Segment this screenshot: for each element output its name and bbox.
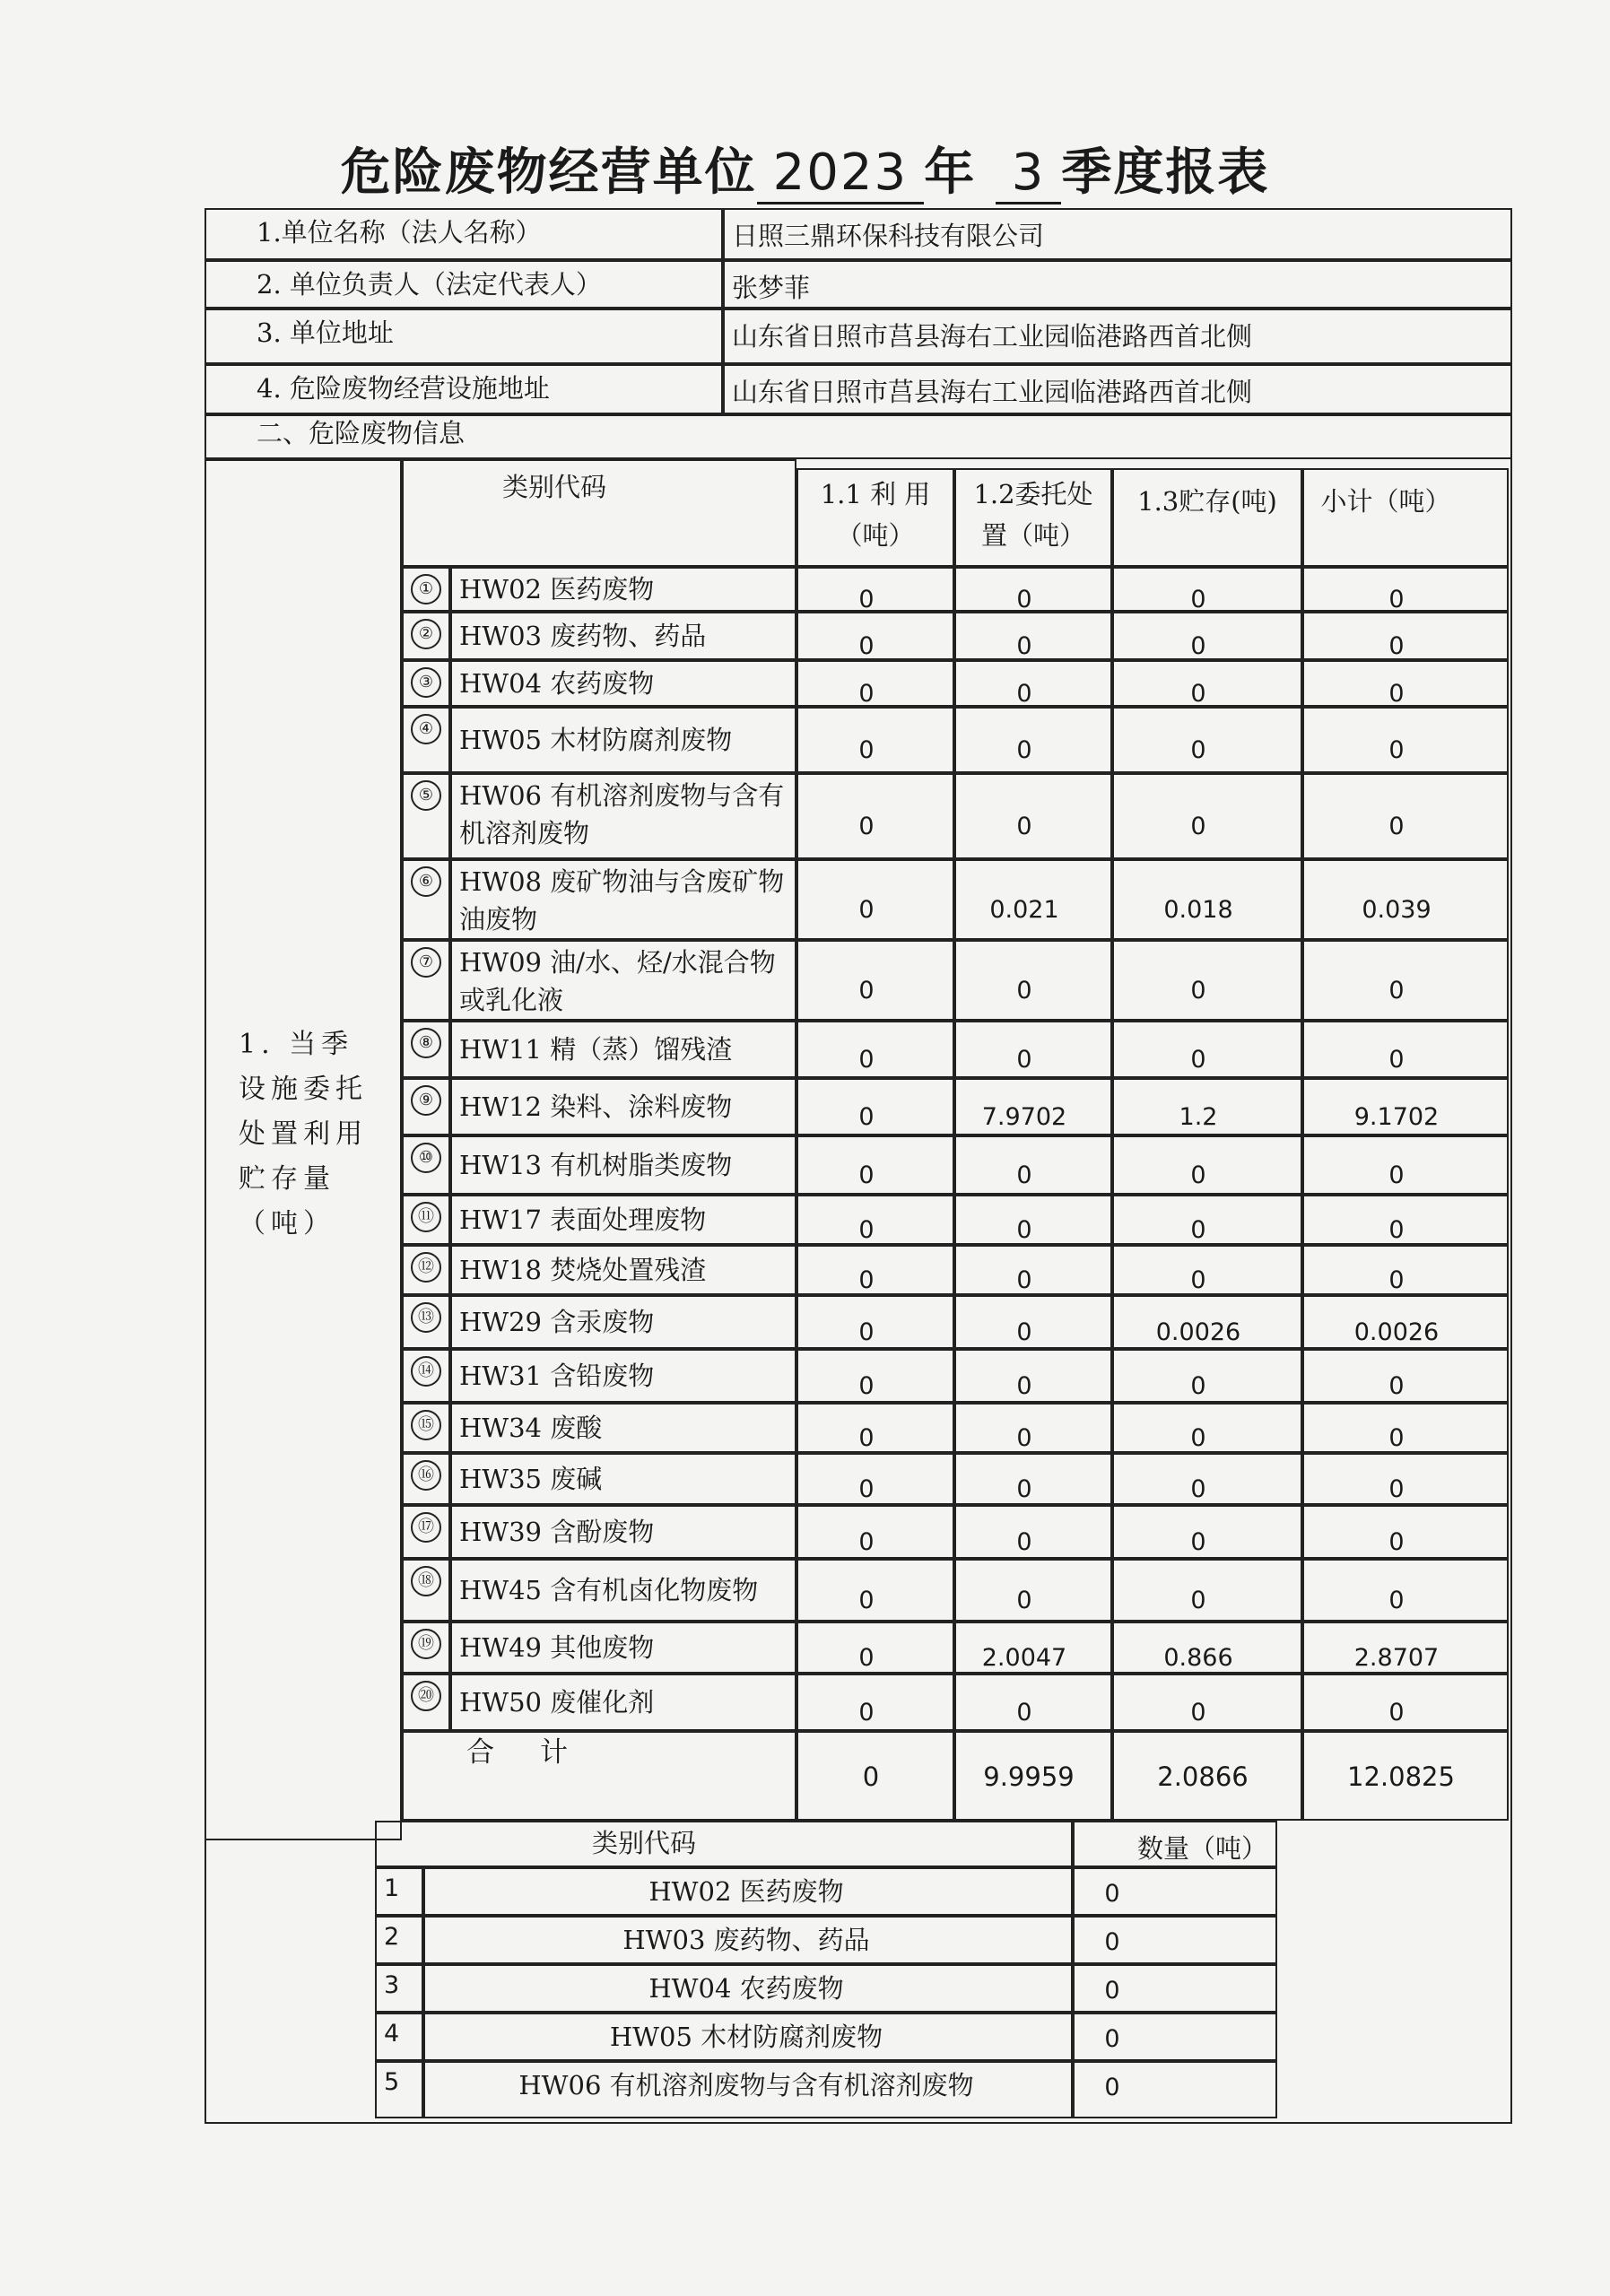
cell-value-store: 0 bbox=[1190, 813, 1206, 840]
header-store: 1.3贮存(吨) bbox=[1137, 486, 1277, 517]
cell-value-subtotal: 0 bbox=[1388, 680, 1405, 708]
cell-value-entrust: 0 bbox=[1016, 977, 1032, 1004]
t2-qty-value: 0 bbox=[1104, 2074, 1120, 2101]
waste-category-name: HW50 废催化剂 bbox=[459, 1687, 655, 1718]
cell-value-use: 0 bbox=[858, 1475, 875, 1503]
cell-value-store: 0 bbox=[1190, 1216, 1206, 1244]
cell-value-subtotal: 0.039 bbox=[1362, 896, 1432, 924]
cell-value-store: 0 bbox=[1190, 1587, 1206, 1614]
waste-category-name: HW18 焚烧处置残渣 bbox=[459, 1255, 707, 1285]
cell-value-subtotal: 0 bbox=[1388, 1424, 1405, 1452]
cell-value-entrust: 0 bbox=[1016, 1528, 1032, 1556]
cell-value-store: 0 bbox=[1190, 977, 1206, 1004]
cell-value-entrust: 2.0047 bbox=[981, 1644, 1067, 1672]
waste-category-name: HW11 精（蒸）馏残渣 bbox=[459, 1034, 733, 1065]
cell-value-use: 0 bbox=[858, 1424, 875, 1452]
cell-value-use: 0 bbox=[858, 736, 875, 764]
cell-value-subtotal: 0 bbox=[1388, 1266, 1405, 1294]
waste-category-name: HW31 含铅废物 bbox=[459, 1361, 655, 1391]
title-year: 2023 bbox=[757, 144, 925, 204]
t2-qty-value: 0 bbox=[1104, 2025, 1120, 2053]
t2-category-name: HW04 农药废物 bbox=[648, 1973, 844, 2004]
t2-qty-value: 0 bbox=[1104, 1928, 1120, 1956]
total-value-use: 0 bbox=[862, 1761, 880, 1792]
row-number-badge: ⑤ bbox=[411, 780, 441, 811]
t2-row-number: 4 bbox=[384, 2020, 400, 2048]
total-value-entrust: 9.9959 bbox=[983, 1761, 1075, 1792]
row-number-badge: ⑳ bbox=[411, 1681, 441, 1711]
cell-value-entrust: 0 bbox=[1016, 1216, 1032, 1244]
cell-value-subtotal: 0 bbox=[1388, 1699, 1405, 1726]
info-label: 4. 危险废物经营设施地址 bbox=[257, 373, 550, 404]
waste-category-name: HW49 其他废物 bbox=[459, 1632, 655, 1663]
cell-value-store: 0 bbox=[1190, 1699, 1206, 1726]
cell-value-use: 0 bbox=[858, 1318, 875, 1346]
t2-qty-value: 0 bbox=[1104, 1880, 1120, 1908]
row-number-badge: ⑩ bbox=[411, 1143, 441, 1173]
cell-value-use: 0 bbox=[858, 1699, 875, 1726]
cell-value-subtotal: 0 bbox=[1388, 586, 1405, 613]
header-subtotal: 小计（吨） bbox=[1320, 486, 1451, 517]
cell-value-use: 0 bbox=[858, 1644, 875, 1672]
waste-category-name: HW04 农药废物 bbox=[459, 668, 655, 699]
row-number-badge: ⑭ bbox=[411, 1356, 441, 1387]
cell-value-use: 0 bbox=[858, 1216, 875, 1244]
cell-value-subtotal: 0 bbox=[1388, 1528, 1405, 1556]
cell-value-subtotal: 0 bbox=[1388, 1216, 1405, 1244]
table1-side-label: 1. 当季设施委托处置利用贮存量（吨） bbox=[239, 1029, 368, 1239]
row-number-badge: ⑲ bbox=[411, 1629, 441, 1659]
total-label-cell bbox=[402, 1731, 796, 1821]
cell-value-subtotal: 0 bbox=[1388, 632, 1405, 660]
row-number-badge: ⑥ bbox=[411, 866, 441, 897]
cell-value-entrust: 0 bbox=[1016, 586, 1032, 613]
cell-value-entrust: 0 bbox=[1016, 680, 1032, 708]
t2-row-number: 2 bbox=[384, 1923, 400, 1951]
total-value-subtotal: 12.0825 bbox=[1347, 1761, 1455, 1792]
cell-value-store: 1.2 bbox=[1179, 1103, 1218, 1131]
info-value: 张梦菲 bbox=[732, 273, 811, 303]
t2-row-number: 5 bbox=[384, 2068, 400, 2096]
cell-value-entrust: 0 bbox=[1016, 813, 1032, 840]
title-quarter: 3 bbox=[996, 144, 1062, 204]
waste-category-name: HW03 废药物、药品 bbox=[459, 621, 707, 651]
row-number-badge: ⑦ bbox=[411, 947, 441, 978]
t2-category-name: HW06 有机溶剂废物与含有机溶剂废物 bbox=[518, 2070, 974, 2100]
info-label: 2. 单位负责人（法定代表人） bbox=[257, 269, 602, 300]
section2-title: 二、危险废物信息 bbox=[257, 418, 466, 448]
t2-category-name: HW02 医药废物 bbox=[648, 1876, 844, 1907]
info-label: 1.单位名称（法人名称） bbox=[257, 217, 542, 248]
row-number-badge: ⑱ bbox=[411, 1566, 441, 1596]
waste-category-name: HW17 表面处理废物 bbox=[459, 1205, 707, 1235]
cell-value-use: 0 bbox=[858, 977, 875, 1004]
cell-value-subtotal: 0 bbox=[1388, 1372, 1405, 1400]
total-value-store: 2.0866 bbox=[1157, 1761, 1249, 1792]
cell-value-entrust: 0 bbox=[1016, 1318, 1032, 1346]
waste-category-name: HW34 废酸 bbox=[459, 1413, 603, 1443]
cell-value-subtotal: 0 bbox=[1388, 1587, 1405, 1614]
cell-value-use: 0 bbox=[858, 1528, 875, 1556]
cell-value-subtotal: 0 bbox=[1388, 1475, 1405, 1503]
cell-value-subtotal: 9.1702 bbox=[1353, 1103, 1440, 1131]
cell-value-use: 0 bbox=[858, 632, 875, 660]
waste-category-name: HW12 染料、涂料废物 bbox=[459, 1091, 733, 1122]
waste-category-name: HW05 木材防腐剂废物 bbox=[459, 725, 733, 755]
title-year-suffix: 年 bbox=[924, 143, 977, 202]
cell-value-store: 0 bbox=[1190, 1528, 1206, 1556]
waste-category-name: HW39 含酚废物 bbox=[459, 1517, 655, 1547]
cell-value-store: 0 bbox=[1190, 1161, 1206, 1189]
cell-value-subtotal: 0 bbox=[1388, 736, 1405, 764]
waste-category-name: HW29 含汞废物 bbox=[459, 1307, 655, 1337]
row-number-badge: ④ bbox=[411, 714, 441, 744]
info-value: 山东省日照市莒县海右工业园临港路西首北侧 bbox=[732, 321, 1253, 352]
cell-value-use: 0 bbox=[858, 1587, 875, 1614]
waste-category-name: HW09 油/水、烃/水混合物或乳化液 bbox=[459, 947, 776, 1015]
cell-value-store: 0 bbox=[1190, 586, 1206, 613]
t2-row-number: 1 bbox=[384, 1874, 400, 1902]
waste-category-name: HW02 医药废物 bbox=[459, 574, 655, 604]
waste-category-name: HW35 废碱 bbox=[459, 1464, 603, 1494]
cell-value-store: 0 bbox=[1190, 1372, 1206, 1400]
cell-value-subtotal: 0.0026 bbox=[1353, 1318, 1440, 1346]
row-number-badge: ① bbox=[411, 574, 441, 604]
waste-category-name: HW08 废矿物油与含废矿物油废物 bbox=[459, 866, 785, 935]
t2-category-name: HW03 废药物、药品 bbox=[622, 1925, 870, 1955]
row-number-badge: ⑪ bbox=[411, 1202, 441, 1232]
row-number-badge: ② bbox=[411, 619, 441, 649]
row-number-badge: ⑰ bbox=[411, 1512, 441, 1543]
row-number-badge: ③ bbox=[411, 667, 441, 698]
row-number-badge: ⑬ bbox=[411, 1302, 441, 1333]
header-use: 1.1 利 用（吨） bbox=[820, 479, 931, 551]
t2-row-number: 3 bbox=[384, 1971, 400, 1999]
cell-value-entrust: 0 bbox=[1016, 1266, 1032, 1294]
t2-header-qty: 数量（吨） bbox=[1137, 1833, 1268, 1864]
cell-value-use: 0 bbox=[858, 1372, 875, 1400]
cell-value-entrust: 0 bbox=[1016, 1699, 1032, 1726]
cell-value-store: 0.018 bbox=[1163, 896, 1233, 924]
cell-value-use: 0 bbox=[858, 896, 875, 924]
header-code: 类别代码 bbox=[501, 472, 606, 502]
t2-category-name: HW05 木材防腐剂废物 bbox=[609, 2022, 883, 2052]
waste-category-name: HW06 有机溶剂废物与含有机溶剂废物 bbox=[459, 780, 785, 848]
title-suffix: 季度报表 bbox=[1061, 143, 1270, 202]
cell-value-entrust: 0 bbox=[1016, 1424, 1032, 1452]
report-title bbox=[0, 133, 1610, 204]
cell-value-use: 0 bbox=[858, 1266, 875, 1294]
cell-value-entrust: 0 bbox=[1016, 1475, 1032, 1503]
cell-value-store: 0 bbox=[1190, 1424, 1206, 1452]
cell-value-store: 0 bbox=[1190, 736, 1206, 764]
cell-value-store: 0 bbox=[1190, 1266, 1206, 1294]
cell-value-subtotal: 0 bbox=[1388, 813, 1405, 840]
cell-value-store: 0 bbox=[1190, 1475, 1206, 1503]
waste-category-name: HW13 有机树脂类废物 bbox=[459, 1150, 733, 1180]
info-value: 山东省日照市莒县海右工业园临港路西首北侧 bbox=[732, 377, 1253, 407]
cell-value-store: 0 bbox=[1190, 632, 1206, 660]
cell-value-store: 0.0026 bbox=[1155, 1318, 1241, 1346]
cell-value-store: 0.866 bbox=[1163, 1644, 1233, 1672]
row-number-badge: ⑮ bbox=[411, 1410, 441, 1440]
t2-qty-value: 0 bbox=[1104, 1977, 1120, 2005]
cell-value-entrust: 0 bbox=[1016, 632, 1032, 660]
info-value: 日照三鼎环保科技有限公司 bbox=[732, 221, 1045, 251]
cell-value-store: 0 bbox=[1190, 1046, 1206, 1074]
cell-value-entrust: 0 bbox=[1016, 1372, 1032, 1400]
row-number-badge: ⑨ bbox=[411, 1085, 441, 1116]
cell-value-entrust: 0 bbox=[1016, 1161, 1032, 1189]
cell-value-use: 0 bbox=[858, 1103, 875, 1131]
cell-value-use: 0 bbox=[858, 586, 875, 613]
cell-value-subtotal: 0 bbox=[1388, 977, 1405, 1004]
waste-category-name: HW45 含有机卤化物废物 bbox=[459, 1575, 759, 1605]
cell-value-subtotal: 2.8707 bbox=[1353, 1644, 1440, 1672]
cell-value-subtotal: 0 bbox=[1388, 1046, 1405, 1074]
row-number-badge: ⑧ bbox=[411, 1028, 441, 1058]
t2-header-code-cell bbox=[375, 1821, 1073, 1867]
info-value-cell bbox=[723, 260, 1512, 309]
cell-value-use: 0 bbox=[858, 813, 875, 840]
total-label: 合 计 bbox=[466, 1736, 577, 1769]
row-number-badge: ⑯ bbox=[411, 1460, 441, 1491]
cell-value-use: 0 bbox=[858, 1161, 875, 1189]
cell-value-use: 0 bbox=[858, 680, 875, 708]
cell-value-entrust: 0 bbox=[1016, 1046, 1032, 1074]
cell-value-entrust: 0.021 bbox=[989, 896, 1059, 924]
row-number-badge: ⑫ bbox=[411, 1252, 441, 1283]
title-prefix: 危险废物经营单位 bbox=[340, 143, 757, 202]
info-label: 3. 单位地址 bbox=[257, 317, 394, 348]
cell-value-entrust: 0 bbox=[1016, 736, 1032, 764]
cell-value-use: 0 bbox=[858, 1046, 875, 1074]
cell-value-entrust: 0 bbox=[1016, 1587, 1032, 1614]
header-entrust: 1.2委托处置（吨） bbox=[973, 479, 1093, 551]
t2-header-code: 类别代码 bbox=[592, 1828, 697, 1858]
cell-value-store: 0 bbox=[1190, 680, 1206, 708]
cell-value-subtotal: 0 bbox=[1388, 1161, 1405, 1189]
cell-value-entrust: 7.9702 bbox=[981, 1103, 1067, 1131]
